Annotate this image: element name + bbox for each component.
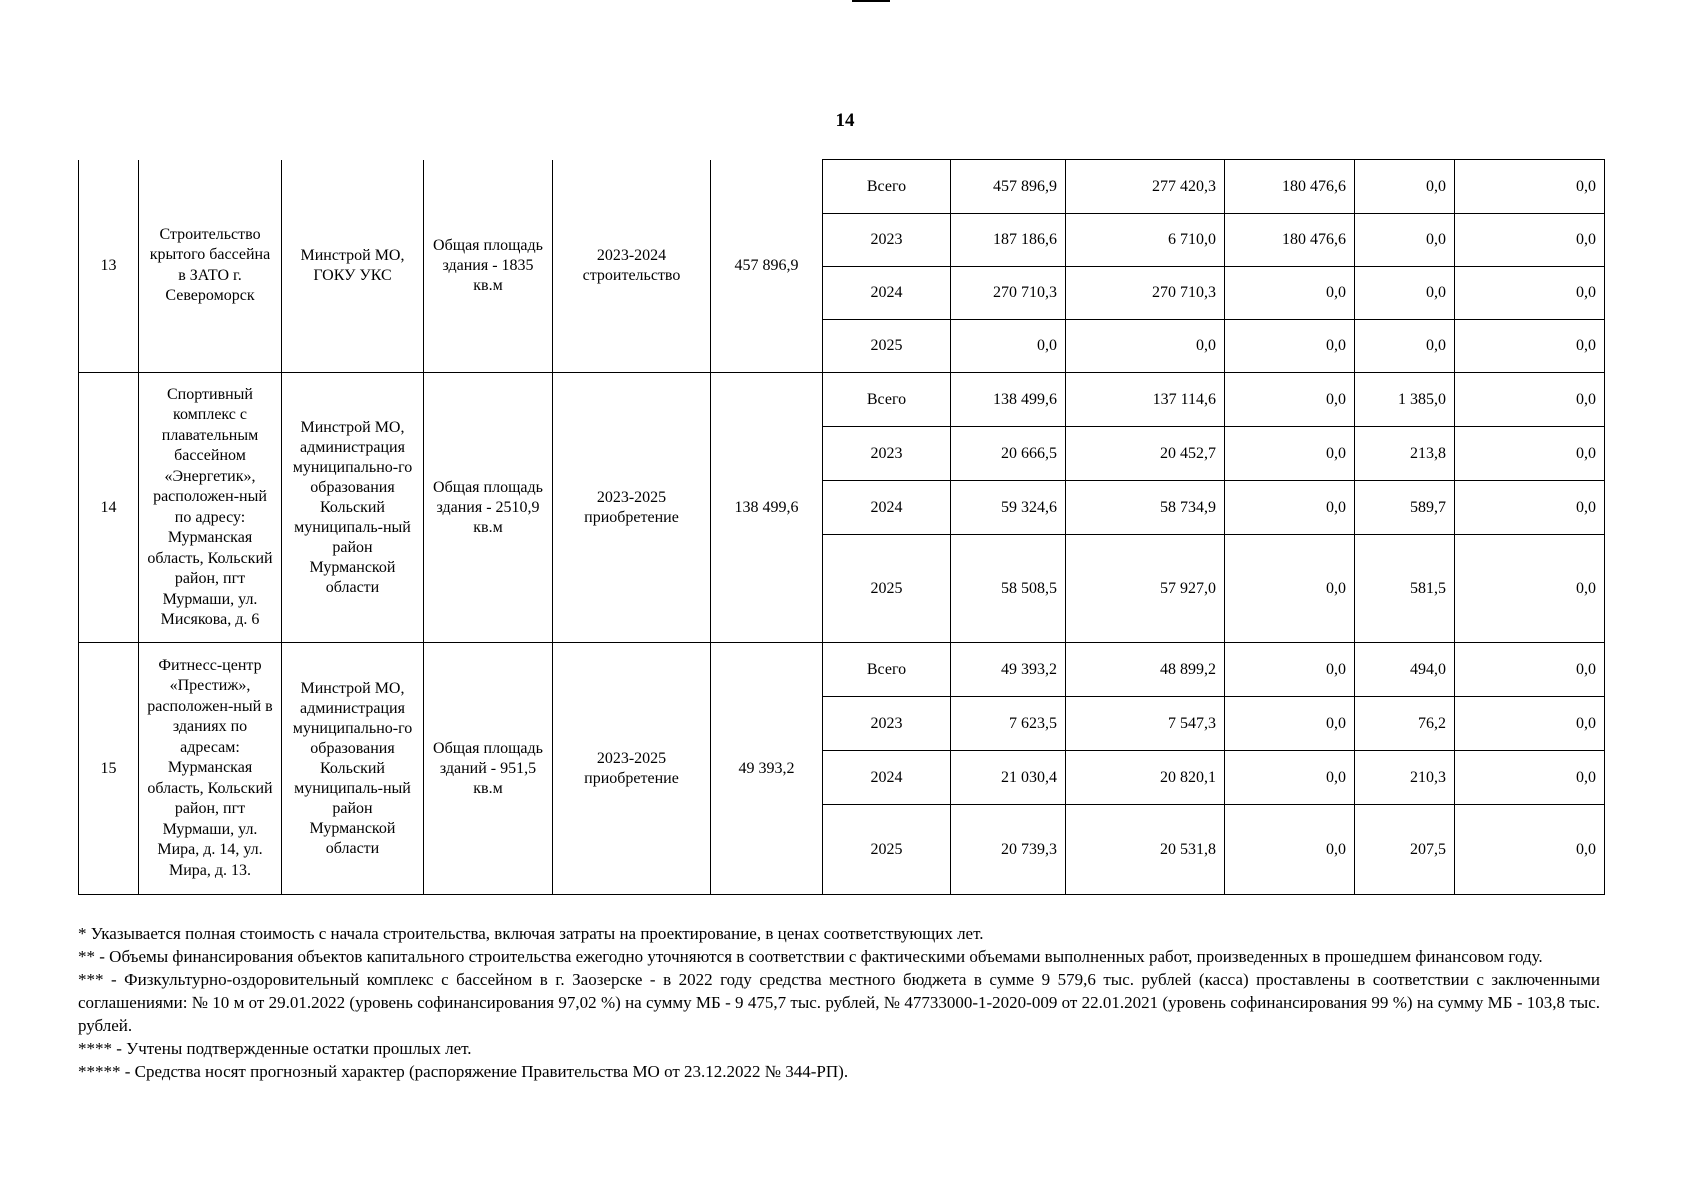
budget-cell: 0,0	[1225, 373, 1355, 427]
year-cell: 2025	[823, 320, 951, 373]
budget-cell: 0,0	[1455, 481, 1605, 535]
budget-cell: 0,0	[1225, 427, 1355, 481]
budget-cell: 0,0	[1455, 214, 1605, 267]
budget-cell: 0,0	[1066, 320, 1225, 373]
budget-cell: 76,2	[1355, 697, 1455, 751]
budget-cell: 20 820,1	[1066, 751, 1225, 805]
budget-cell: 0,0	[1225, 805, 1355, 895]
year-cell: 2023	[823, 427, 951, 481]
total-cell: 7 623,5	[951, 697, 1066, 751]
budget-cell: 180 476,6	[1225, 214, 1355, 267]
table-row	[79, 643, 1605, 697]
object-customer: Минстрой МО, администрация муниципально-го образования Кольский муниципаль-ный район Мурманской области	[282, 643, 424, 895]
budget-cell: 494,0	[1355, 643, 1455, 697]
object-number: 13	[79, 160, 139, 373]
budget-cell: 589,7	[1355, 481, 1455, 535]
budget-cell: 581,5	[1355, 535, 1455, 643]
total-cell: 20 666,5	[951, 427, 1066, 481]
budget-cell: 277 420,3	[1066, 160, 1225, 214]
year-cell: 2024	[823, 267, 951, 320]
year-cell: 2023	[823, 214, 951, 267]
footnote: **** - Учтены подтвержденные остатки прошлых лет.	[78, 1039, 472, 1058]
top-edge-mark	[852, 0, 890, 2]
footnote: *** - Физкультурно-оздоровительный комплекс с бассейном в г. Заозерске - в 2022 году средства местного бюджета в сумме 9 579,6 тыс. рублей (касса) проставлены в соответствии с заключенными соглашениями: № 10 м от 29.01.2022 (уровень софинансирования 97,02 %) на сумму МБ - 9 475,7 тыс. рублей, № 47733000-1-2020-009 от 22.01.2021 (уровень софинансирования 99 %) на сумму МБ - 103,8 тыс. рублей.	[78, 970, 1600, 1035]
footnote: ** - Объемы финансирования объектов капитального строительства ежегодно уточняются в соответствии с фактическими объемами выполненных работ, произведенных в прошедшем финансовом году.	[78, 947, 1543, 966]
budget-cell: 58 734,9	[1066, 481, 1225, 535]
footnote: ***** - Средства носят прогнозный характер (распоряжение Правительства МО от 23.12.2022 № 344-РП).	[78, 1062, 849, 1081]
budget-cell: 0,0	[1455, 751, 1605, 805]
budget-cell: 0,0	[1455, 427, 1605, 481]
object-customer: Минстрой МО, администрация муниципально-го образования Кольский муниципаль-ный район Мурманской области	[282, 373, 424, 643]
total-cell: 0,0	[951, 320, 1066, 373]
budget-cell: 0,0	[1225, 751, 1355, 805]
budget-cell: 180 476,6	[1225, 160, 1355, 214]
total-cell: 58 508,5	[951, 535, 1066, 643]
budget-cell: 0,0	[1355, 160, 1455, 214]
total-cell: 187 186,6	[951, 214, 1066, 267]
budget-cell: 0,0	[1455, 643, 1605, 697]
budget-cell: 210,3	[1355, 751, 1455, 805]
budget-cell: 207,5	[1355, 805, 1455, 895]
budget-cell: 0,0	[1225, 535, 1355, 643]
object-period: 2023-2025 приобретение	[553, 373, 711, 643]
budget-cell: 213,8	[1355, 427, 1455, 481]
year-cell: 2024	[823, 751, 951, 805]
budget-cell: 0,0	[1455, 267, 1605, 320]
budget-cell: 6 710,0	[1066, 214, 1225, 267]
budget-cell: 20 531,8	[1066, 805, 1225, 895]
total-cell: 59 324,6	[951, 481, 1066, 535]
object-capacity: Общая площадь здания - 1835 кв.м	[424, 160, 553, 373]
footnote: * Указывается полная стоимость с начала строительства, включая затраты на проектирование, в ценах соответствующих лет.	[78, 924, 984, 943]
table-row	[79, 373, 1605, 427]
budget-cell: 0,0	[1455, 320, 1605, 373]
total-cell: 138 499,6	[951, 373, 1066, 427]
budget-cell: 0,0	[1225, 481, 1355, 535]
capital-construction-table	[78, 159, 1605, 895]
budget-cell: 48 899,2	[1066, 643, 1225, 697]
budget-cell: 0,0	[1225, 267, 1355, 320]
budget-cell: 0,0	[1455, 373, 1605, 427]
budget-cell: 7 547,3	[1066, 697, 1225, 751]
year-cell: Всего	[823, 373, 951, 427]
object-capacity: Общая площадь зданий - 951,5 кв.м	[424, 643, 553, 895]
budget-cell: 1 385,0	[1355, 373, 1455, 427]
object-number: 15	[79, 643, 139, 895]
year-cell: Всего	[823, 643, 951, 697]
year-cell: 2025	[823, 805, 951, 895]
object-customer: Минстрой МО, ГОКУ УКС	[282, 160, 424, 373]
year-cell: Всего	[823, 160, 951, 214]
object-cost: 138 499,6	[711, 373, 823, 643]
budget-cell: 270 710,3	[1066, 267, 1225, 320]
budget-cell: 0,0	[1455, 160, 1605, 214]
object-period: 2023-2024 строительство	[553, 160, 711, 373]
budget-cell: 0,0	[1355, 214, 1455, 267]
object-cost: 49 393,2	[711, 643, 823, 895]
budget-cell: 0,0	[1225, 697, 1355, 751]
budget-cell: 0,0	[1355, 320, 1455, 373]
budget-cell: 0,0	[1455, 535, 1605, 643]
year-cell: 2023	[823, 697, 951, 751]
object-capacity: Общая площадь здания - 2510,9 кв.м	[424, 373, 553, 643]
total-cell: 21 030,4	[951, 751, 1066, 805]
budget-cell: 137 114,6	[1066, 373, 1225, 427]
object-name: Строительство крытого бассейна в ЗАТО г. Североморск	[139, 160, 282, 373]
object-name: Фитнесс-центр «Престиж», расположен-ный в зданиях по адресам: Мурманская область, Кольский район, пгт Мурмаши, ул. Мира, д. 14, ул. Мира, д. 13.	[139, 643, 282, 895]
budget-cell: 0,0	[1455, 697, 1605, 751]
budget-cell: 0,0	[1355, 267, 1455, 320]
page-number: 14	[835, 110, 855, 131]
budget-cell: 57 927,0	[1066, 535, 1225, 643]
total-cell: 20 739,3	[951, 805, 1066, 895]
object-cost: 457 896,9	[711, 160, 823, 373]
budget-cell: 0,0	[1225, 643, 1355, 697]
budget-cell: 20 452,7	[1066, 427, 1225, 481]
total-cell: 457 896,9	[951, 160, 1066, 214]
object-name: Спортивный комплекс с плавательным бассейном «Энергетик», расположен-ный по адресу: Мурманская область, Кольский район, пгт Мурмаши, ул. Мисякова, д. 6	[139, 373, 282, 643]
object-period: 2023-2025 приобретение	[553, 643, 711, 895]
year-cell: 2025	[823, 535, 951, 643]
object-number: 14	[79, 373, 139, 643]
budget-cell: 0,0	[1225, 320, 1355, 373]
footnotes	[78, 922, 1600, 1083]
total-cell: 49 393,2	[951, 643, 1066, 697]
total-cell: 270 710,3	[951, 267, 1066, 320]
table-row	[79, 160, 1605, 214]
year-cell: 2024	[823, 481, 951, 535]
budget-cell: 0,0	[1455, 805, 1605, 895]
